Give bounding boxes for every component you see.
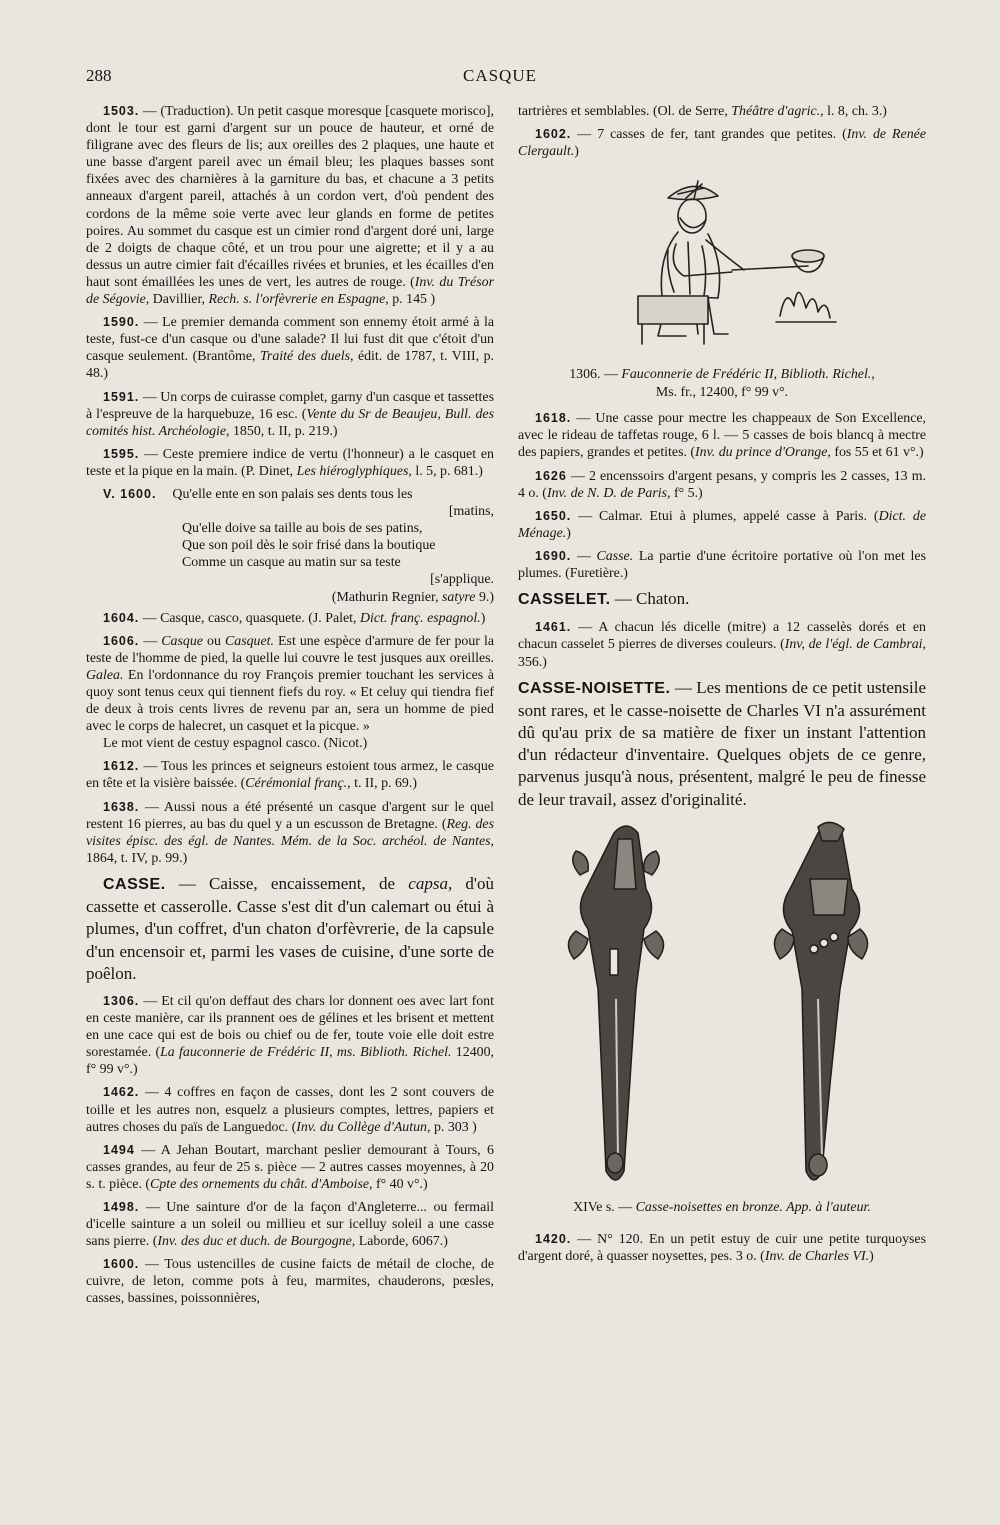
entry-text: — A Jehan Boutart, marchant peslier demourant à Tours, 6 casses grandes, au feur de 25 s. pièce — 2 autres casses moyennes, à 20 s. t. pièce. ( xyxy=(86,1142,494,1192)
entry-reference: satyre xyxy=(442,589,476,605)
figure-caption-1306 xyxy=(518,366,926,402)
entry-text: 9.) xyxy=(475,589,494,605)
running-head: CASQUE xyxy=(462,66,537,85)
entry-text: ) xyxy=(480,610,486,626)
entry-1606-note: Le mot vient de cestuy espagnol casco. (Nicot.) xyxy=(103,736,368,752)
entry-text: f° 40 v°.) xyxy=(372,1176,428,1192)
entry-reference: Inv. des duc et duch. de Bourgogne, xyxy=(157,1234,356,1250)
entry-reference: Les hiéroglyphiques, xyxy=(296,463,412,479)
article-casselet xyxy=(518,588,926,611)
entry-number: 1606. xyxy=(103,633,140,648)
entry-number: 1690. xyxy=(535,548,572,563)
entry-number: 1618. xyxy=(535,411,572,426)
entry-number: 1604. xyxy=(103,610,140,625)
entry-text: t. II, p. 69.) xyxy=(350,776,417,792)
article-text: — Les mentions de ce petit ustensile sont rares, et le casse-noisette de Charles VI n'a assurément dû qu'au prix de sa matière de fixer un instant l'attention d'un rédacteur d'inventaire. Quelques objets de ce genre, parvenus jusqu'à nous, présentent, malgré le peu de finesse de leur travail, assez d'originalité. xyxy=(518,677,926,809)
entry-text: — Ceste premiere indice de vertu (l'honneur) a le casquet en teste et la pique en la main. (P. Dinet, xyxy=(86,446,494,479)
entry-1600 xyxy=(86,1256,494,1307)
article-casse xyxy=(86,873,494,985)
entry-1690 xyxy=(518,548,926,582)
entry-text: — 4 coffres en façon de casses, dont les 2 sont couvers de toille et les autres non, esquelz a plusieurs comptes, lettres, papiers et autres choses du païs de Languedoc. ( xyxy=(86,1085,494,1135)
entry-number: 1420. xyxy=(535,1231,572,1246)
entry-1638 xyxy=(86,799,494,867)
headword: CASSE-NOISETTE. xyxy=(518,679,671,697)
entry-reference: Rech. s. l'orfèvrerie en Espagne, xyxy=(208,292,389,308)
entry-text: — Tous ustencilles de cusine faicts de métail de cloche, de cuivre, de leton, comme pots à feu, marmites, chauderons, pœsles, casses, bassines, poissonnières, xyxy=(86,1257,494,1307)
entry-text: fos 55 et 61 v°.) xyxy=(830,445,924,461)
entry-text: — A chacun lés dicelle (mitre) a 12 casselès dorés et en chacun casselet 5 pierres de diverses couleurs. ( xyxy=(518,620,926,653)
entry-number: 1494 xyxy=(103,1142,135,1157)
entry-1595 xyxy=(86,446,494,480)
figure-falconry-cook xyxy=(518,166,926,402)
entry-text: — 2 encenssoirs d'argent pesans, y compris les 2 casses, 13 m. 4 o. ( xyxy=(518,468,926,501)
entry-text: — 7 casses de fer, tant grandes que petites. ( xyxy=(577,127,847,143)
entry-reference: Inv. de Charles VI. xyxy=(764,1248,870,1264)
right-column xyxy=(518,103,926,1271)
entry-1602 xyxy=(518,126,926,160)
caption-text: — xyxy=(614,1199,636,1215)
verse-line: Que son poil dès le soir frisé dans la boutique xyxy=(182,538,436,554)
entry-1618 xyxy=(518,410,926,461)
entry-reference: La fauconnerie de Frédéric II, ms. Biblioth. Richel. xyxy=(160,1045,452,1061)
entry-reference: Inv. de Renée Clergault. xyxy=(518,127,926,160)
entry-number: 1306. xyxy=(103,993,140,1008)
entry-reference: Vente du Sr de Beaujeu, Bull. des comités hist. Archéologie, xyxy=(86,406,495,439)
entry-text: p. 145 ) xyxy=(388,292,436,308)
caption-number: 1306. xyxy=(569,367,601,383)
entry-text: — Le premier demanda comment son ennemy étoit armé à la teste, fust-ce d'un casque ou d'une salade? Il lui fust dit que c'étoit d'un casque seulement. (Brantôme, xyxy=(86,315,494,365)
entry-number: 1590. xyxy=(103,315,140,330)
entry-text: — Et cil qu'on deffaut des chars lor donnent oes avec lart font en ceste manière, car ils prannent oes de gélines et les brisent et mettent en une cace qui est de bois ou chief ou de fer, toute voie elle doit estre sorestamée. ( xyxy=(86,993,494,1061)
caption-text: Ms. fr., 12400, f° 99 v°. xyxy=(655,385,789,401)
headword: CASSE. xyxy=(103,875,166,893)
entry-1494 xyxy=(86,1142,494,1193)
entry-text: — Aussi nous a été présenté un casque d'argent sur le quel restent 16 pierres, au bas du quel y a un escusson de Bretagne. ( xyxy=(86,799,494,832)
entry-text: — xyxy=(576,548,597,564)
entry-1626 xyxy=(518,468,926,502)
headword: CASSELET. xyxy=(518,591,611,609)
entry-text: 1864, t. IV, p. 99.) xyxy=(86,850,188,866)
entry-text: l. 8, ch. 3.) xyxy=(823,104,887,119)
entry-text: — (Traduction). Un petit casque moresque [casquete morisco], dont le tour est garni d'argent sur un pouce de hauteur, et orné de filigrane avec des fleurs de lis; aux oreilles des 2 plaques, une haute et une basse d'argent pareil avec un émail bleu; les plaques basses sont fixées avec des charnières à la garniture du bas, et chacune a 3 petits anneaux d'argent pareil, attachés à un cordon vert, d'où pendent des cordons de la même soie verte avec leur glands en forme de petites poires. Au sommet du casque est un cimier rond d'argent doré uni, large de 2 doigts de chaque côté, et un trou pour une aigrette; et il y a au dessus un autre cimier fait d'écailles rivées et brunies, et les écailles d'en haut sont émaillées les unes de vert, les autres de rouge. ( xyxy=(86,104,494,290)
entry-text: — N° 120. En un petit estuy de cuir une petite turquoyses d'argent doré, à quasser noysettes, pes. 3 o. ( xyxy=(518,1231,926,1264)
entry-text: ) xyxy=(566,525,571,541)
entry-text: Est une espèce d'armure de fer pour la teste de l'homme de pied, la quelle lui couvre le test jusques aux oreilles. xyxy=(86,633,494,666)
entry-reference: Inv. du prince d'Orange, xyxy=(695,445,831,461)
entry-number: 1638. xyxy=(103,799,140,814)
entry-text: — Casque, casco, quasquete. (J. Palet, xyxy=(142,610,360,626)
article-text: d'où cassette et casserolle. Casse s'est dit d'un calemart ou étui à plumes, d'un coffret, d'un chaton d'orfèvrerie, de la capsule d'un encensoir et, parmi les vases de cuisine, d'une sorte de poêlon. xyxy=(86,873,494,983)
entry-text: édit. de 1787, t. VIII, p. 48.) xyxy=(86,349,494,382)
entry-reference: Casquet. xyxy=(224,633,274,649)
entry-text: — Une casse pour mectre les chappeaux de Son Excellence, avec le rideau de taffetas rouge, 6 l. — 5 casses de bois blancq à mectre des papiers, grandes et petites. ( xyxy=(518,411,926,461)
entry-text: Laborde, 6067.) xyxy=(355,1234,448,1250)
illustration-bronze-nutcrackers xyxy=(518,819,926,1199)
entry-number: 1503. xyxy=(103,104,140,118)
entry-reference: Inv, de l'égl. de Cambrai, xyxy=(784,637,926,653)
figure-nutcrackers xyxy=(518,819,926,1217)
article-casse-noisette xyxy=(518,677,926,811)
entry-text: La partie d'une écritoire portative où l'on met les plumes. (Furetière.) xyxy=(518,548,926,582)
caption-reference: Casse-noisettes en bronze. App. à l'auteur. xyxy=(635,1199,871,1215)
entry-1306 xyxy=(86,993,494,1078)
entry-reference: Galea. xyxy=(86,667,124,683)
entry-reference: Inv. du Trésor de Ségovie, xyxy=(86,274,494,308)
entry-text: — xyxy=(143,633,162,649)
entry-number: 1612. xyxy=(103,759,140,774)
entry-v1600-verse xyxy=(86,486,494,606)
entry-text: Davillier, xyxy=(149,292,209,308)
entry-text: 356.) xyxy=(518,654,547,670)
verse-attribution xyxy=(86,589,494,606)
caption-text: — xyxy=(600,367,622,383)
entry-reference: Théâtre d'agric., xyxy=(731,104,824,119)
entry-1604 xyxy=(86,610,494,627)
article-text: — Chaton. xyxy=(610,589,690,609)
entry-reference: Inv. de N. D. de Paris, xyxy=(546,485,671,501)
entry-1606 xyxy=(86,633,494,736)
entry-1650 xyxy=(518,508,926,542)
entry-text: ) xyxy=(574,144,579,160)
entry-number: 1461. xyxy=(535,620,572,635)
entry-reference: Cpte des ornements du chât. d'Amboise, xyxy=(150,1176,373,1192)
entry-number: 1602. xyxy=(535,127,572,142)
verse-text: Qu'elle ente en son palais ses dents tous les xyxy=(172,486,413,502)
verse-line xyxy=(86,486,494,503)
entry-text: — Calmar. Etui à plumes, appelé casse à Paris. ( xyxy=(578,508,879,524)
entry-reference: Cérémonial franç., xyxy=(245,776,351,792)
entry-text: f° 5.) xyxy=(670,485,703,501)
entry-number: 1498. xyxy=(103,1199,140,1214)
caption-reference: Fauconnerie de Frédéric II, Biblioth. Richel., xyxy=(621,367,875,383)
entry-number: 1595. xyxy=(103,446,140,461)
entry-number: 1600. xyxy=(103,1257,140,1272)
entry-1591 xyxy=(86,389,494,440)
entry-reference: Dict. franç. espagnol. xyxy=(359,610,481,626)
article-reference: capsa, xyxy=(408,873,453,893)
verse-line: Comme un casque au matin sur sa teste xyxy=(182,555,401,571)
entry-reference: Dict. de Ménage. xyxy=(518,508,926,541)
entry-reference: Casque xyxy=(161,633,203,649)
entry-reference: Traité des duels, xyxy=(259,349,354,365)
entry-text: ) xyxy=(869,1248,874,1264)
entry-number: 1650. xyxy=(535,508,572,523)
entry-reference: Casse. xyxy=(596,548,634,564)
entry-reference: Reg. des visites épisc. des égl. de Nantes. Mém. de la Soc. archéol. de Nantes, xyxy=(86,816,494,849)
caption-number: XIVe s. xyxy=(573,1199,615,1215)
entry-text: 12400, f° 99 v°.) xyxy=(86,1045,495,1078)
entry-text: (Mathurin Regnier, xyxy=(331,589,443,605)
verse-line: Qu'elle doive sa taille au bois de ses patins, xyxy=(182,521,423,537)
entry-text: 1850, t. II, p. 219.) xyxy=(229,423,338,439)
entry-text: l. 5, p. 681.) xyxy=(411,463,483,479)
entry-1503 xyxy=(86,103,494,308)
entry-number: 1462. xyxy=(103,1085,140,1100)
left-column xyxy=(86,103,494,1314)
entry-1590 xyxy=(86,314,494,382)
entry-number: 1591. xyxy=(103,389,140,404)
entry-1461 xyxy=(518,619,926,670)
entry-1600-continued xyxy=(518,103,926,120)
entry-text: En l'ordonnance du roy François premier touchant les services à quoy sont tenus ceux qui tiennent fiefs du roy. « Et celuy qui tiendra fief de deux à trois cents livres de revenu par an, sera un homme de pied avec le corps de halecret, un casquet et la picque. » xyxy=(86,667,494,735)
verse-line: [s'applique. xyxy=(430,572,494,588)
entry-1420 xyxy=(518,1231,926,1265)
article-text: — Caisse, encaissement, de xyxy=(165,873,409,893)
page-number: 288 xyxy=(86,66,112,85)
entry-text: tartrières et semblables. (Ol. de Serre, xyxy=(518,104,732,119)
entry-reference: Inv. du Collège d'Autun, xyxy=(296,1119,431,1135)
entry-text: — Un corps de cuirasse complet, garny d'un casque et tassettes à l'espreuve de la harquebuze, 16 esc. ( xyxy=(86,389,494,422)
entry-1498 xyxy=(86,1199,494,1250)
figure-caption-nutcrackers xyxy=(518,1199,926,1217)
entry-number: 1626 xyxy=(535,468,567,483)
entry-1462 xyxy=(86,1084,494,1135)
page-header xyxy=(0,66,1000,96)
entry-1612 xyxy=(86,758,494,792)
verse-line: [matins, xyxy=(448,504,494,520)
entry-text: ou xyxy=(202,633,225,649)
entry-text: — Tous les princes et seigneurs estoient tous armez, le casque en tête et la visière baissée. ( xyxy=(86,759,494,792)
entry-text: — Une sainture d'or de la façon d'Angleterre... ou fermail d'icelle sainture a un soleil ou millieu et sur icelluy soleil a une casse sans pierre. ( xyxy=(86,1199,494,1250)
illustration-figure-cooking-eggs xyxy=(518,166,926,366)
entry-number: V. 1600. xyxy=(103,486,157,501)
entry-text: p. 303 ) xyxy=(430,1119,477,1135)
